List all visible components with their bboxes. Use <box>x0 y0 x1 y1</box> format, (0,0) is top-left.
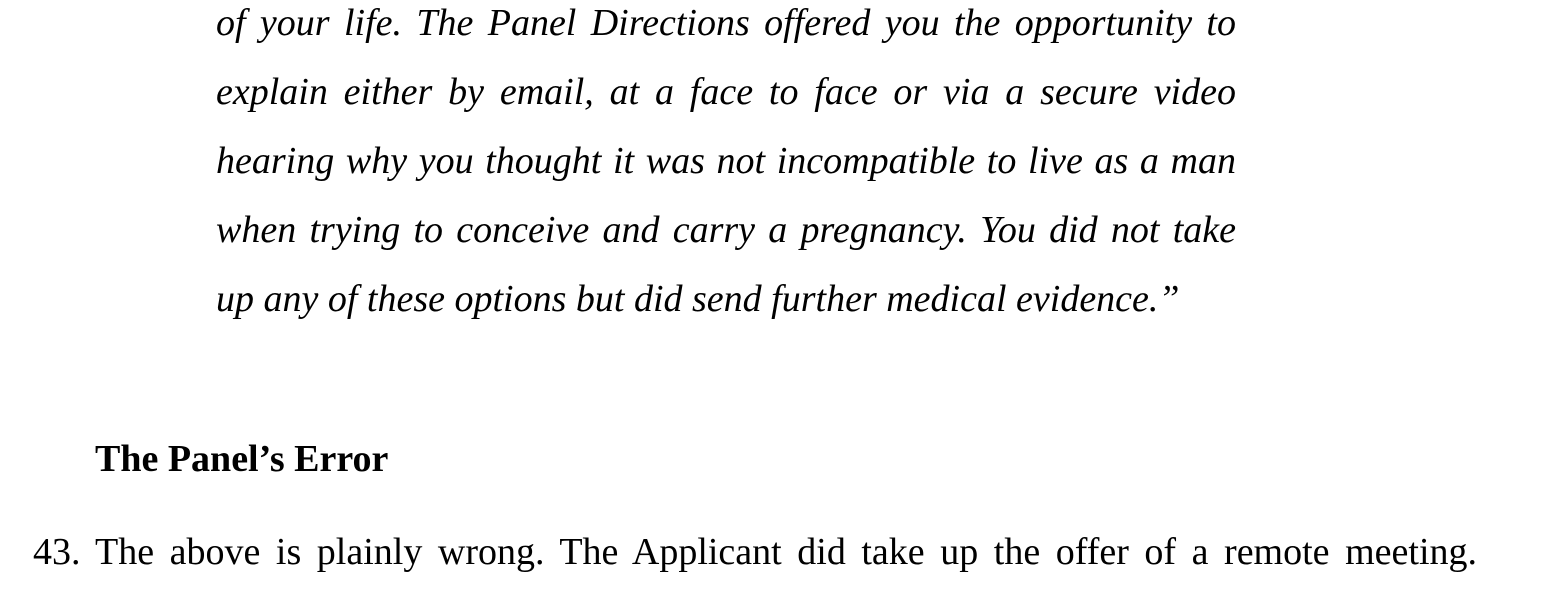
quote-line: when trying to conceive and carry a pregnancy. You did not take <box>216 209 1236 251</box>
quote-line: hearing why you thought it was not incompatible to live as a man <box>216 140 1236 182</box>
paragraph-text: The above is plainly wrong. The Applicant did take up the offer of a remote meeting. <box>95 531 1477 573</box>
quote-line: explain either by email, at a face to face or via a secure video <box>216 71 1236 113</box>
quote-line: up any of these options but did send further medical evidence.” <box>216 278 1180 320</box>
section-heading: The Panel’s Error <box>95 438 389 480</box>
paragraph-number: 43. <box>33 531 81 573</box>
quote-line: of your life. The Panel Directions offered you the opportunity to <box>216 2 1236 44</box>
